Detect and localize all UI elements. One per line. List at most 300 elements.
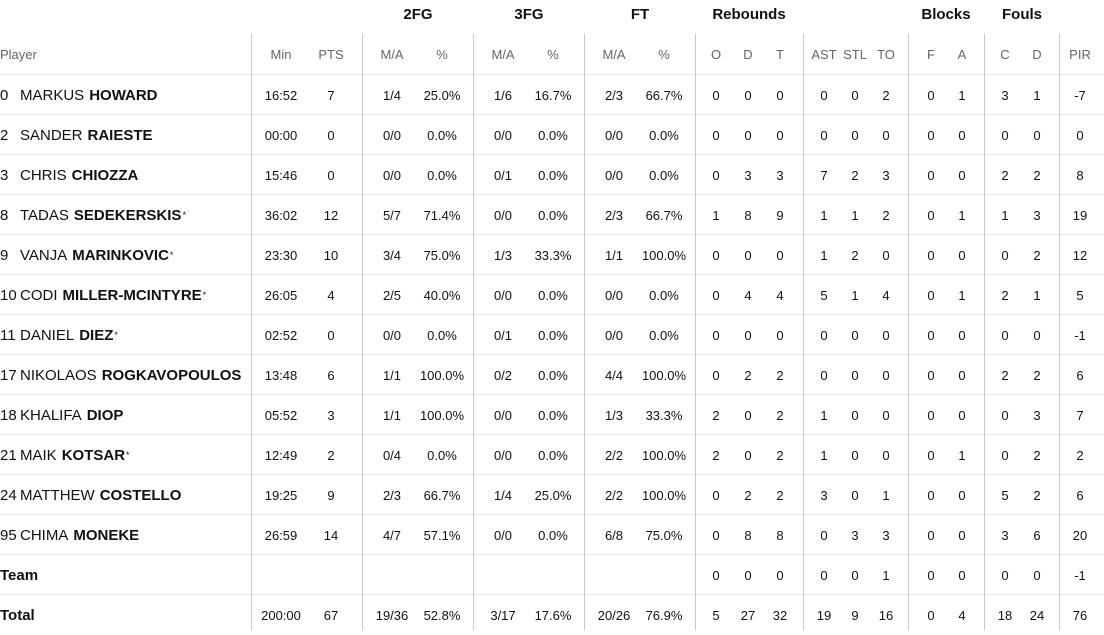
cell-min: 15:46 — [264, 167, 298, 183]
jersey-number: 10 — [0, 286, 17, 304]
cell-pir: 2 — [1076, 447, 1084, 463]
cell-ast: 0 — [820, 327, 828, 343]
cell-ast: 19 — [816, 607, 832, 623]
cell-foul-d: 0 — [1033, 567, 1041, 583]
first-name: MATTHEW — [20, 486, 95, 504]
starter-marker: * — [169, 250, 174, 260]
cell-fg2-pct: 0.0% — [427, 447, 457, 463]
cell-stl: 0 — [851, 327, 859, 343]
cell-blk-a: 1 — [958, 447, 966, 463]
cell-reb-d: 4 — [744, 287, 752, 303]
cell-ft-pct: 66.7% — [645, 87, 683, 103]
cell-stl: 2 — [851, 167, 859, 183]
column-header-to[interactable]: TO — [877, 47, 895, 62]
cell-fg3-pct: 0.0% — [538, 127, 568, 143]
jersey-number: 24 — [0, 486, 17, 504]
first-name: CHRIS — [20, 166, 67, 184]
cell-ast: 0 — [820, 367, 828, 383]
cell-reb-o: 0 — [712, 127, 720, 143]
cell-reb-d: 8 — [744, 207, 752, 223]
cell-blk-f: 0 — [927, 127, 935, 143]
last-name: CHIOZZA — [71, 166, 139, 184]
cell-blk-f: 0 — [927, 247, 935, 263]
cell-reb-o: 0 — [712, 327, 720, 343]
cell-fg3-ma: 0/0 — [493, 407, 513, 423]
cell-pts: 14 — [323, 527, 339, 543]
cell-blk-a: 0 — [958, 407, 966, 423]
cell-pts: 6 — [327, 367, 335, 383]
cell-pir: 8 — [1076, 167, 1084, 183]
jersey-number: 9 — [0, 246, 9, 264]
starter-marker: * — [182, 210, 186, 220]
cell-pir: -1 — [1074, 327, 1086, 343]
cell-foul-c: 0 — [1001, 567, 1009, 583]
cell-fg3-ma: 1/4 — [493, 487, 513, 503]
column-header-pir[interactable]: PIR — [1069, 47, 1091, 62]
cell-fg2-pct: 0.0% — [427, 327, 457, 343]
cell-stl: 1 — [851, 287, 859, 303]
cell-fg2-ma: 0/0 — [382, 327, 402, 343]
cell-pir: 6 — [1076, 367, 1084, 383]
cell-fg3-pct — [520, 555, 586, 595]
column-header-foul-c[interactable]: C — [1000, 47, 1010, 62]
cell-foul-d: 2 — [1033, 447, 1041, 463]
first-name: MARKUS — [20, 86, 85, 104]
column-separator — [362, 34, 363, 630]
cell-ft-ma: 2/3 — [604, 207, 624, 223]
cell-reb-d: 0 — [744, 447, 752, 463]
cell-to: 1 — [882, 567, 890, 583]
cell-fg3-ma: 1/3 — [493, 247, 513, 263]
cell-ft-pct: 0.0% — [649, 287, 679, 303]
column-separator — [803, 34, 804, 630]
starter-marker: * — [114, 330, 118, 340]
player-row — [0, 435, 1104, 475]
column-header-fg3-pct[interactable]: % — [547, 47, 559, 62]
cell-fg2-ma: 0/4 — [382, 447, 402, 463]
cell-fg2-pct: 100.0% — [419, 367, 465, 383]
cell-pir: -7 — [1074, 87, 1086, 103]
cell-reb-t: 9 — [776, 207, 784, 223]
cell-ft-pct: 76.9% — [645, 607, 683, 623]
player-row — [0, 315, 1104, 355]
cell-to: 0 — [882, 367, 890, 383]
cell-ft-pct: 0.0% — [649, 327, 679, 343]
cell-fg3-ma: 0/0 — [493, 527, 513, 543]
group-header-ft: FT — [630, 5, 650, 23]
cell-to: 4 — [882, 287, 890, 303]
cell-fg2-ma: 3/4 — [382, 247, 402, 263]
player-name[interactable] — [0, 355, 250, 395]
group-header-reb: Rebounds — [712, 5, 786, 23]
cell-foul-c: 3 — [1001, 527, 1009, 543]
column-separator — [695, 34, 696, 630]
column-header-fg2-pct[interactable]: % — [436, 47, 448, 62]
player-name[interactable] — [0, 115, 250, 155]
cell-fg2-ma: 5/7 — [382, 207, 402, 223]
cell-foul-d: 0 — [1033, 127, 1041, 143]
cell-reb-o: 0 — [712, 567, 720, 583]
cell-reb-o: 0 — [712, 287, 720, 303]
cell-fg3-ma: 0/1 — [493, 167, 513, 183]
player-name[interactable] — [0, 275, 250, 315]
cell-fg2-pct: 40.0% — [423, 287, 461, 303]
cell-min: 19:25 — [264, 487, 298, 503]
cell-ft-ma: 0/0 — [604, 127, 624, 143]
cell-ft-ma: 0/0 — [604, 287, 624, 303]
cell-reb-t: 2 — [776, 487, 784, 503]
cell-foul-c: 18 — [997, 607, 1013, 623]
cell-fg3-ma: 0/0 — [493, 287, 513, 303]
cell-blk-a: 0 — [958, 527, 966, 543]
starter-marker: * — [126, 450, 130, 460]
column-header-blk-a[interactable]: A — [957, 47, 967, 62]
cell-pir: 12 — [1072, 247, 1088, 263]
cell-foul-d: 3 — [1033, 407, 1041, 423]
player-row — [0, 115, 1104, 155]
column-header-fg2-ma[interactable]: M/A — [380, 47, 404, 62]
column-header-reb-o[interactable]: O — [710, 47, 722, 62]
cell-blk-f: 0 — [927, 487, 935, 503]
cell-ft-pct: 100.0% — [641, 367, 687, 383]
cell-reb-t: 0 — [776, 567, 784, 583]
cell-to: 1 — [882, 487, 890, 503]
cell-min: 26:59 — [264, 527, 298, 543]
cell-ft-pct: 0.0% — [649, 167, 679, 183]
cell-ft-ma: 4/4 — [604, 367, 624, 383]
jersey-number: 21 — [0, 446, 17, 464]
total-row — [0, 595, 1104, 635]
cell-fg3-pct: 16.7% — [534, 87, 572, 103]
cell-pir: 0 — [1076, 127, 1084, 143]
cell-ft-ma: 20/26 — [597, 607, 631, 623]
cell-foul-c: 2 — [1001, 367, 1009, 383]
cell-to: 0 — [882, 327, 890, 343]
cell-reb-t: 8 — [776, 527, 784, 543]
cell-blk-f: 0 — [927, 407, 935, 423]
jersey-number: 3 — [0, 166, 9, 184]
cell-reb-t: 2 — [776, 367, 784, 383]
cell-foul-c: 0 — [1001, 407, 1009, 423]
cell-fg2-pct: 0.0% — [427, 127, 457, 143]
column-header-ft-ma[interactable]: M/A — [602, 47, 626, 62]
cell-ast: 1 — [820, 447, 828, 463]
cell-fg3-pct: 0.0% — [538, 407, 568, 423]
first-name: MAIK — [20, 446, 57, 464]
column-separator — [984, 34, 985, 630]
cell-ft-ma: 2/2 — [604, 487, 624, 503]
cell-pts: 0 — [327, 327, 335, 343]
team-row — [0, 555, 1104, 595]
cell-to: 2 — [882, 207, 890, 223]
cell-reb-o: 5 — [712, 607, 720, 623]
cell-fg3-ma: 0/0 — [493, 127, 513, 143]
cell-foul-c: 3 — [1001, 87, 1009, 103]
last-name: KOTSAR — [61, 446, 126, 464]
cell-pts: 4 — [327, 287, 335, 303]
cell-pts: 67 — [323, 607, 339, 623]
cell-blk-a: 0 — [958, 167, 966, 183]
cell-blk-a: 0 — [958, 367, 966, 383]
cell-min: 02:52 — [264, 327, 298, 343]
cell-reb-o: 0 — [712, 527, 720, 543]
player-name — [0, 595, 250, 635]
cell-pts: 9 — [327, 487, 335, 503]
cell-stl: 1 — [851, 207, 859, 223]
column-header-reb-d[interactable]: D — [743, 47, 753, 62]
cell-foul-c: 2 — [1001, 167, 1009, 183]
player-row — [0, 195, 1104, 235]
cell-fg3-pct: 33.3% — [534, 247, 572, 263]
cell-pts: 7 — [327, 87, 335, 103]
cell-stl: 0 — [851, 407, 859, 423]
cell-ft-ma: 1/3 — [604, 407, 624, 423]
cell-blk-f: 0 — [927, 167, 935, 183]
player-name[interactable] — [0, 195, 250, 235]
cell-fg2-pct — [409, 555, 475, 595]
column-separator — [584, 34, 585, 630]
cell-reb-t: 0 — [776, 327, 784, 343]
column-header-row — [0, 34, 1104, 75]
cell-reb-o: 0 — [712, 87, 720, 103]
cell-blk-a: 0 — [958, 487, 966, 503]
cell-reb-o: 2 — [712, 407, 720, 423]
cell-foul-c: 0 — [1001, 247, 1009, 263]
cell-reb-t: 4 — [776, 287, 784, 303]
player-row — [0, 475, 1104, 515]
cell-min: 00:00 — [264, 127, 298, 143]
cell-foul-d: 24 — [1029, 607, 1045, 623]
cell-reb-t: 0 — [776, 87, 784, 103]
column-header-reb-t[interactable]: T — [776, 47, 784, 62]
player-name[interactable] — [0, 475, 250, 515]
player-name[interactable] — [0, 395, 250, 435]
cell-reb-d: 8 — [744, 527, 752, 543]
last-name: MARINKOVIC — [72, 246, 169, 264]
cell-fg2-pct: 100.0% — [419, 407, 465, 423]
cell-pts: 3 — [327, 407, 335, 423]
cell-foul-c: 0 — [1001, 447, 1009, 463]
player-row — [0, 395, 1104, 435]
cell-fg2-pct: 52.8% — [423, 607, 461, 623]
cell-ast: 7 — [820, 167, 828, 183]
group-header-blk: Blocks — [921, 5, 971, 23]
cell-foul-d: 1 — [1033, 287, 1041, 303]
cell-ft-pct: 0.0% — [649, 127, 679, 143]
cell-min: 23:30 — [264, 247, 298, 263]
cell-foul-d: 1 — [1033, 87, 1041, 103]
cell-foul-d: 0 — [1033, 327, 1041, 343]
cell-pir: 19 — [1072, 207, 1088, 223]
cell-blk-f: 0 — [927, 447, 935, 463]
player-row — [0, 355, 1104, 395]
cell-reb-d: 27 — [740, 607, 756, 623]
cell-blk-f: 0 — [927, 207, 935, 223]
cell-to: 0 — [882, 447, 890, 463]
jersey-number: 2 — [0, 126, 9, 144]
cell-pir: 6 — [1076, 487, 1084, 503]
column-separator — [908, 34, 909, 630]
cell-fg3-ma: 3/17 — [490, 607, 516, 623]
last-name: HOWARD — [89, 86, 158, 104]
player-name — [0, 555, 250, 595]
cell-foul-d: 2 — [1033, 367, 1041, 383]
cell-ast: 1 — [820, 207, 828, 223]
cell-fg2-pct: 0.0% — [427, 167, 457, 183]
cell-ft-pct: 75.0% — [645, 527, 683, 543]
cell-fg3-pct: 25.0% — [534, 487, 572, 503]
cell-fg2-pct: 66.7% — [423, 487, 461, 503]
cell-stl: 0 — [851, 87, 859, 103]
cell-reb-o: 2 — [712, 447, 720, 463]
cell-fg2-pct: 57.1% — [423, 527, 461, 543]
cell-blk-f: 0 — [927, 607, 935, 623]
cell-fg3-pct: 0.0% — [538, 167, 568, 183]
cell-stl: 2 — [851, 247, 859, 263]
column-header-blk-f[interactable]: F — [927, 47, 935, 62]
cell-fg2-ma: 4/7 — [382, 527, 402, 543]
starter-marker: * — [202, 290, 207, 300]
cell-reb-t: 2 — [776, 447, 784, 463]
cell-min: 26:05 — [264, 287, 298, 303]
column-header-stl[interactable]: STL — [843, 47, 867, 62]
first-name: KHALIFA — [20, 406, 82, 424]
cell-fg3-pct: 0.0% — [538, 447, 568, 463]
cell-ft-ma: 0/0 — [604, 167, 624, 183]
column-header-fg3-ma[interactable]: M/A — [491, 47, 515, 62]
player-name[interactable] — [0, 315, 250, 355]
cell-ft-ma: 2/2 — [604, 447, 624, 463]
cell-reb-o: 1 — [712, 207, 720, 223]
group-header-fg3: 3FG — [514, 5, 544, 23]
player-name[interactable] — [0, 155, 250, 195]
cell-ft-ma: 1/1 — [604, 247, 624, 263]
cell-blk-a: 0 — [958, 247, 966, 263]
column-separator — [1059, 34, 1060, 630]
player-row — [0, 75, 1104, 115]
jersey-number: 95 — [0, 526, 17, 544]
cell-ft-pct: 100.0% — [641, 447, 687, 463]
cell-blk-f: 0 — [927, 527, 935, 543]
cell-ft-ma: 2/3 — [604, 87, 624, 103]
cell-fg3-pct: 0.0% — [538, 327, 568, 343]
row-label: Total — [0, 606, 35, 624]
cell-fg2-ma: 2/3 — [382, 487, 402, 503]
cell-pts: 10 — [323, 247, 339, 263]
cell-reb-o: 0 — [712, 487, 720, 503]
cell-ft-pct: 33.3% — [645, 407, 683, 423]
cell-stl: 0 — [851, 127, 859, 143]
cell-stl: 0 — [851, 487, 859, 503]
last-name: MILLER-MCINTYRE — [62, 286, 202, 304]
column-header-foul-d[interactable]: D — [1032, 47, 1042, 62]
first-name: NIKOLAOS — [20, 366, 97, 384]
cell-fg3-ma: 0/0 — [493, 207, 513, 223]
cell-ft-pct — [631, 555, 697, 595]
column-header-ft-pct[interactable]: % — [658, 47, 670, 62]
cell-to: 3 — [882, 167, 890, 183]
column-header-player[interactable]: Player — [0, 47, 37, 62]
cell-blk-a: 4 — [958, 607, 966, 623]
cell-fg2-ma: 1/1 — [382, 407, 402, 423]
cell-fg3-ma: 0/1 — [493, 327, 513, 343]
player-name[interactable] — [0, 75, 250, 115]
cell-fg3-ma: 1/6 — [493, 87, 513, 103]
cell-fg2-ma: 0/0 — [382, 127, 402, 143]
cell-fg3-pct: 0.0% — [538, 367, 568, 383]
cell-foul-d: 3 — [1033, 207, 1041, 223]
cell-fg3-pct: 17.6% — [534, 607, 572, 623]
cell-reb-o: 0 — [712, 367, 720, 383]
cell-min: 200:00 — [261, 607, 301, 623]
group-header-row — [0, 0, 1104, 28]
cell-blk-a: 1 — [958, 287, 966, 303]
cell-reb-t: 0 — [776, 127, 784, 143]
cell-foul-c: 0 — [1001, 127, 1009, 143]
cell-blk-f: 0 — [927, 287, 935, 303]
cell-fg2-ma: 2/5 — [382, 287, 402, 303]
last-name: ROGKAVOPOULOS — [101, 366, 242, 384]
cell-ast: 1 — [820, 247, 828, 263]
cell-pir: -1 — [1074, 567, 1086, 583]
cell-reb-d: 0 — [744, 327, 752, 343]
cell-pir: 76 — [1072, 607, 1088, 623]
cell-ast: 1 — [820, 407, 828, 423]
cell-to: 0 — [882, 127, 890, 143]
column-header-pts[interactable]: PTS — [318, 47, 344, 62]
player-name[interactable] — [0, 435, 250, 475]
last-name: COSTELLO — [99, 486, 182, 504]
cell-ast: 5 — [820, 287, 828, 303]
cell-fg2-ma: 1/1 — [382, 367, 402, 383]
cell-to: 16 — [878, 607, 894, 623]
cell-foul-c: 0 — [1001, 327, 1009, 343]
cell-ast: 3 — [820, 487, 828, 503]
column-header-min[interactable]: Min — [270, 47, 292, 62]
cell-reb-d: 0 — [744, 567, 752, 583]
last-name: SEDEKERSKIS — [73, 206, 182, 224]
cell-fg2-pct: 75.0% — [423, 247, 461, 263]
cell-blk-f: 0 — [927, 327, 935, 343]
cell-fg2-ma: 1/4 — [382, 87, 402, 103]
player-row — [0, 235, 1104, 275]
cell-ft-pct: 66.7% — [645, 207, 683, 223]
player-name[interactable] — [0, 515, 250, 555]
first-name: TADAS — [20, 206, 69, 224]
column-separator — [473, 34, 474, 630]
last-name: DIEZ — [79, 326, 114, 344]
cell-ast: 0 — [820, 567, 828, 583]
player-row — [0, 155, 1104, 195]
first-name: SANDER — [20, 126, 83, 144]
cell-ast: 0 — [820, 87, 828, 103]
cell-reb-d: 3 — [744, 167, 752, 183]
cell-fg3-ma: 0/2 — [493, 367, 513, 383]
first-name: CODI — [20, 286, 58, 304]
player-row — [0, 515, 1104, 555]
cell-reb-o: 0 — [712, 167, 720, 183]
cell-foul-d: 6 — [1033, 527, 1041, 543]
column-header-ast[interactable]: AST — [811, 47, 837, 62]
cell-ast: 0 — [820, 127, 828, 143]
cell-blk-f: 0 — [927, 567, 935, 583]
row-label: Team — [0, 566, 39, 584]
player-name[interactable] — [0, 235, 250, 275]
cell-ft-ma: 0/0 — [604, 327, 624, 343]
jersey-number: 8 — [0, 206, 9, 224]
cell-reb-o: 0 — [712, 247, 720, 263]
cell-pir: 5 — [1076, 287, 1084, 303]
